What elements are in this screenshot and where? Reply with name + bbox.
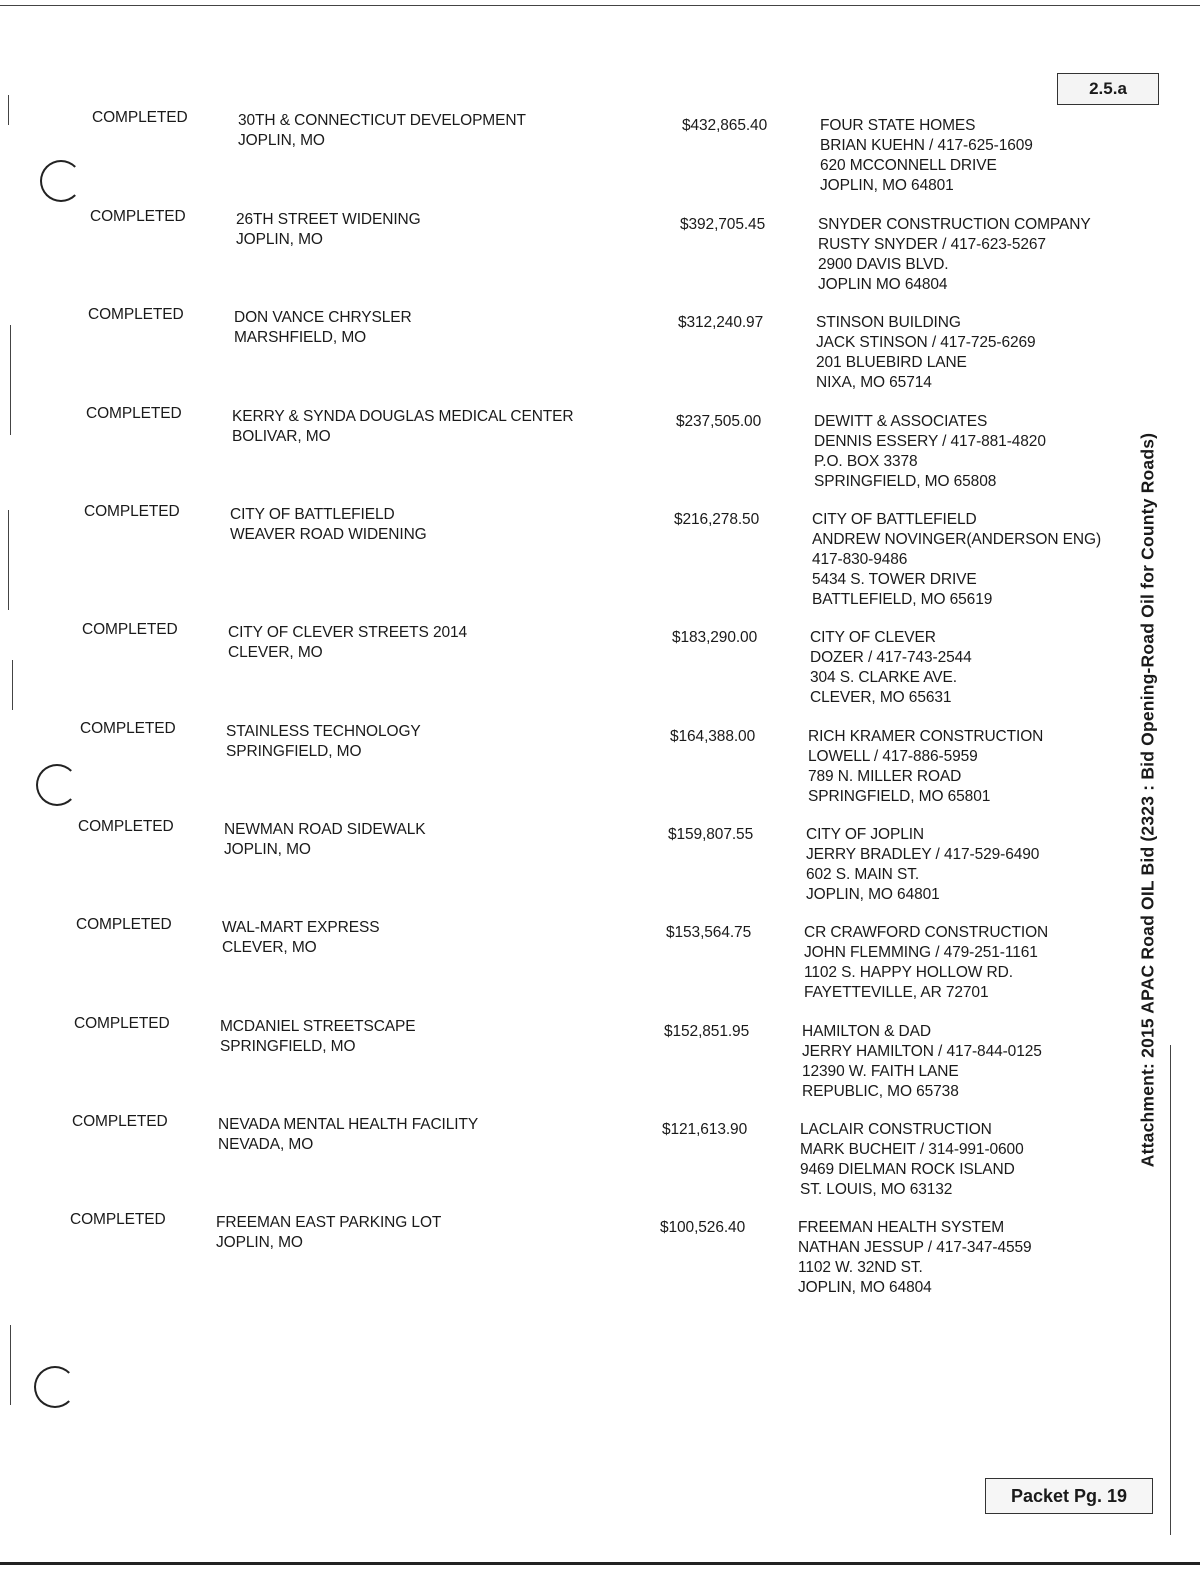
contact-line: SPRINGFIELD, MO 65801 bbox=[808, 788, 991, 805]
project-line: FREEMAN EAST PARKING LOT bbox=[216, 1214, 442, 1231]
project-line: BOLIVAR, MO bbox=[232, 428, 331, 445]
contact-line: FOUR STATE HOMES bbox=[820, 117, 976, 134]
status-label: COMPLETED bbox=[80, 720, 176, 737]
contact-line: CR CRAWFORD CONSTRUCTION bbox=[804, 924, 1049, 941]
project-line: MARSHFIELD, MO bbox=[234, 329, 367, 346]
contact-info bbox=[800, 1120, 1024, 1200]
contact-line: 12390 W. FAITH LANE bbox=[802, 1063, 959, 1080]
project-line: NEWMAN ROAD SIDEWALK bbox=[224, 821, 426, 838]
contract-amount: $153,564.75 bbox=[666, 924, 752, 941]
contact-line: JACK STINSON / 417-725-6269 bbox=[816, 334, 1036, 351]
contact-line: MARK BUCHEIT / 314-991-0600 bbox=[800, 1141, 1024, 1158]
status-label: COMPLETED bbox=[90, 208, 186, 225]
status-label: COMPLETED bbox=[84, 503, 180, 520]
project-name bbox=[238, 111, 526, 151]
scan-margin-mark bbox=[8, 95, 9, 125]
contact-line: ANDREW NOVINGER(ANDERSON ENG) bbox=[812, 531, 1102, 548]
contact-info bbox=[810, 628, 972, 708]
contact-line: JERRY HAMILTON / 417-844-0125 bbox=[802, 1043, 1042, 1060]
status-label: COMPLETED bbox=[92, 109, 188, 126]
contract-amount: $216,278.50 bbox=[674, 511, 760, 528]
contact-line: 5434 S. TOWER DRIVE bbox=[812, 571, 977, 588]
packet-page-number: Packet Pg. 19 bbox=[985, 1478, 1153, 1514]
scan-margin-mark bbox=[10, 325, 11, 435]
contact-info bbox=[804, 923, 1048, 1003]
contact-line: JOHN FLEMMING / 479-251-1161 bbox=[804, 944, 1038, 961]
contact-line: FAYETTEVILLE, AR 72701 bbox=[804, 984, 989, 1001]
contact-line: JOPLIN, MO 64801 bbox=[806, 886, 940, 903]
project-line: 30TH & CONNECTICUT DEVELOPMENT bbox=[238, 112, 526, 129]
contract-amount: $164,388.00 bbox=[670, 728, 756, 745]
scan-margin-mark bbox=[10, 1325, 11, 1405]
contact-line: RUSTY SNYDER / 417-623-5267 bbox=[818, 236, 1046, 253]
contact-line: STINSON BUILDING bbox=[816, 314, 961, 331]
contact-line: NIXA, MO 65714 bbox=[816, 374, 932, 391]
scan-margin-mark bbox=[8, 510, 9, 610]
project-line: SPRINGFIELD, MO bbox=[220, 1038, 356, 1055]
contact-line: 304 S. CLARKE AVE. bbox=[810, 669, 957, 686]
project-name bbox=[222, 918, 379, 958]
project-name bbox=[232, 407, 574, 447]
contact-line: DEWITT & ASSOCIATES bbox=[814, 413, 988, 430]
project-name bbox=[230, 505, 427, 545]
status-label: COMPLETED bbox=[78, 818, 174, 835]
binder-hole-bottom bbox=[34, 1366, 76, 1408]
contact-line: LOWELL / 417-886-5959 bbox=[808, 748, 978, 765]
contact-line: FREEMAN HEALTH SYSTEM bbox=[798, 1219, 1005, 1236]
project-line: 26TH STREET WIDENING bbox=[236, 211, 421, 228]
contact-line: JOPLIN MO 64804 bbox=[818, 276, 948, 293]
project-line: SPRINGFIELD, MO bbox=[226, 743, 362, 760]
project-line: CITY OF CLEVER STREETS 2014 bbox=[228, 624, 468, 641]
contact-line: SPRINGFIELD, MO 65808 bbox=[814, 473, 997, 490]
contact-line: CITY OF BATTLEFIELD bbox=[812, 511, 977, 528]
status-label: COMPLETED bbox=[82, 621, 178, 638]
contact-line: NATHAN JESSUP / 417-347-4559 bbox=[798, 1239, 1032, 1256]
contact-line: ST. LOUIS, MO 63132 bbox=[800, 1181, 953, 1198]
contact-info bbox=[818, 215, 1091, 295]
contact-line: 2900 DAVIS BLVD. bbox=[818, 256, 949, 273]
project-name bbox=[224, 820, 426, 860]
project-line: WEAVER ROAD WIDENING bbox=[230, 526, 427, 543]
contact-line: JOPLIN, MO 64804 bbox=[798, 1279, 932, 1296]
contact-line: SNYDER CONSTRUCTION COMPANY bbox=[818, 216, 1091, 233]
contact-line: REPUBLIC, MO 65738 bbox=[802, 1083, 959, 1100]
contact-line: DENNIS ESSERY / 417-881-4820 bbox=[814, 433, 1046, 450]
attachment-side-label: Attachment: 2015 APAC Road OIL Bid (2323 : Bid Opening-Road Oil for County Roads) bbox=[1137, 432, 1158, 1168]
project-name bbox=[218, 1115, 478, 1155]
contact-line: 417-830-9486 bbox=[812, 551, 908, 568]
contact-line: CITY OF CLEVER bbox=[810, 629, 936, 646]
contract-amount: $432,865.40 bbox=[682, 117, 768, 134]
contact-info bbox=[806, 825, 1039, 905]
contract-amount: $237,505.00 bbox=[676, 413, 762, 430]
project-line: CITY OF BATTLEFIELD bbox=[230, 506, 395, 523]
contact-line: LACLAIR CONSTRUCTION bbox=[800, 1121, 992, 1138]
project-line: STAINLESS TECHNOLOGY bbox=[226, 723, 421, 740]
contact-info bbox=[798, 1218, 1032, 1298]
project-name bbox=[226, 722, 421, 762]
contact-line: 602 S. MAIN ST. bbox=[806, 866, 920, 883]
status-label: COMPLETED bbox=[70, 1211, 166, 1228]
contract-amount: $392,705.45 bbox=[680, 216, 766, 233]
project-name bbox=[234, 308, 412, 348]
contact-line: 1102 W. 32ND ST. bbox=[798, 1259, 923, 1276]
project-name bbox=[220, 1017, 416, 1057]
binder-hole-top bbox=[40, 160, 82, 202]
contact-info bbox=[802, 1022, 1042, 1102]
contract-amount: $159,807.55 bbox=[668, 826, 754, 843]
project-line: JOPLIN, MO bbox=[238, 132, 325, 149]
project-line: JOPLIN, MO bbox=[236, 231, 323, 248]
contact-line: 201 BLUEBIRD LANE bbox=[816, 354, 967, 371]
contact-info bbox=[808, 727, 1043, 807]
contact-line: BATTLEFIELD, MO 65619 bbox=[812, 591, 993, 608]
project-line: KERRY & SYNDA DOUGLAS MEDICAL CENTER bbox=[232, 408, 574, 425]
status-label: COMPLETED bbox=[76, 916, 172, 933]
contact-line: CLEVER, MO 65631 bbox=[810, 689, 952, 706]
contact-info bbox=[812, 510, 1101, 610]
contract-amount: $183,290.00 bbox=[672, 629, 758, 646]
contract-amount: $100,526.40 bbox=[660, 1219, 746, 1236]
contact-line: DOZER / 417-743-2544 bbox=[810, 649, 972, 666]
scan-margin-mark bbox=[12, 660, 13, 710]
project-line: JOPLIN, MO bbox=[224, 841, 311, 858]
contact-line: HAMILTON & DAD bbox=[802, 1023, 931, 1040]
project-name bbox=[228, 623, 467, 663]
project-name bbox=[216, 1213, 441, 1253]
project-line: CLEVER, MO bbox=[222, 939, 317, 956]
contact-line: BRIAN KUEHN / 417-625-1609 bbox=[820, 137, 1033, 154]
status-label: COMPLETED bbox=[86, 405, 182, 422]
contact-info bbox=[816, 313, 1036, 393]
contact-info bbox=[814, 412, 1046, 492]
status-label: COMPLETED bbox=[72, 1113, 168, 1130]
contact-line: JERRY BRADLEY / 417-529-6490 bbox=[806, 846, 1040, 863]
project-line: MCDANIEL STREETSCAPE bbox=[220, 1018, 416, 1035]
project-line: NEVADA, MO bbox=[218, 1136, 314, 1153]
contact-line: RICH KRAMER CONSTRUCTION bbox=[808, 728, 1044, 745]
contact-line: CITY OF JOPLIN bbox=[806, 826, 925, 843]
project-line: NEVADA MENTAL HEALTH FACILITY bbox=[218, 1116, 479, 1133]
contact-info bbox=[820, 116, 1033, 196]
project-line: JOPLIN, MO bbox=[216, 1234, 303, 1251]
status-label: COMPLETED bbox=[88, 306, 184, 323]
binder-hole-middle bbox=[36, 764, 78, 806]
bottom-edge-line bbox=[0, 1562, 1200, 1565]
top-edge-line bbox=[0, 5, 1200, 6]
contract-amount: $312,240.97 bbox=[678, 314, 764, 331]
contact-line: 620 MCCONNELL DRIVE bbox=[820, 157, 997, 174]
status-label: COMPLETED bbox=[74, 1015, 170, 1032]
contact-line: JOPLIN, MO 64801 bbox=[820, 177, 954, 194]
project-line: DON VANCE CHRYSLER bbox=[234, 309, 412, 326]
section-tag: 2.5.a bbox=[1057, 73, 1159, 105]
project-name bbox=[236, 210, 421, 250]
project-line: CLEVER, MO bbox=[228, 644, 323, 661]
scan-margin-mark bbox=[1170, 1045, 1171, 1535]
contact-line: 9469 DIELMAN ROCK ISLAND bbox=[800, 1161, 1015, 1178]
contact-line: P.O. BOX 3378 bbox=[814, 453, 918, 470]
project-line: WAL-MART EXPRESS bbox=[222, 919, 380, 936]
contract-amount: $121,613.90 bbox=[662, 1121, 748, 1138]
contract-amount: $152,851.95 bbox=[664, 1023, 750, 1040]
contact-line: 1102 S. HAPPY HOLLOW RD. bbox=[804, 964, 1013, 981]
contact-line: 789 N. MILLER ROAD bbox=[808, 768, 962, 785]
